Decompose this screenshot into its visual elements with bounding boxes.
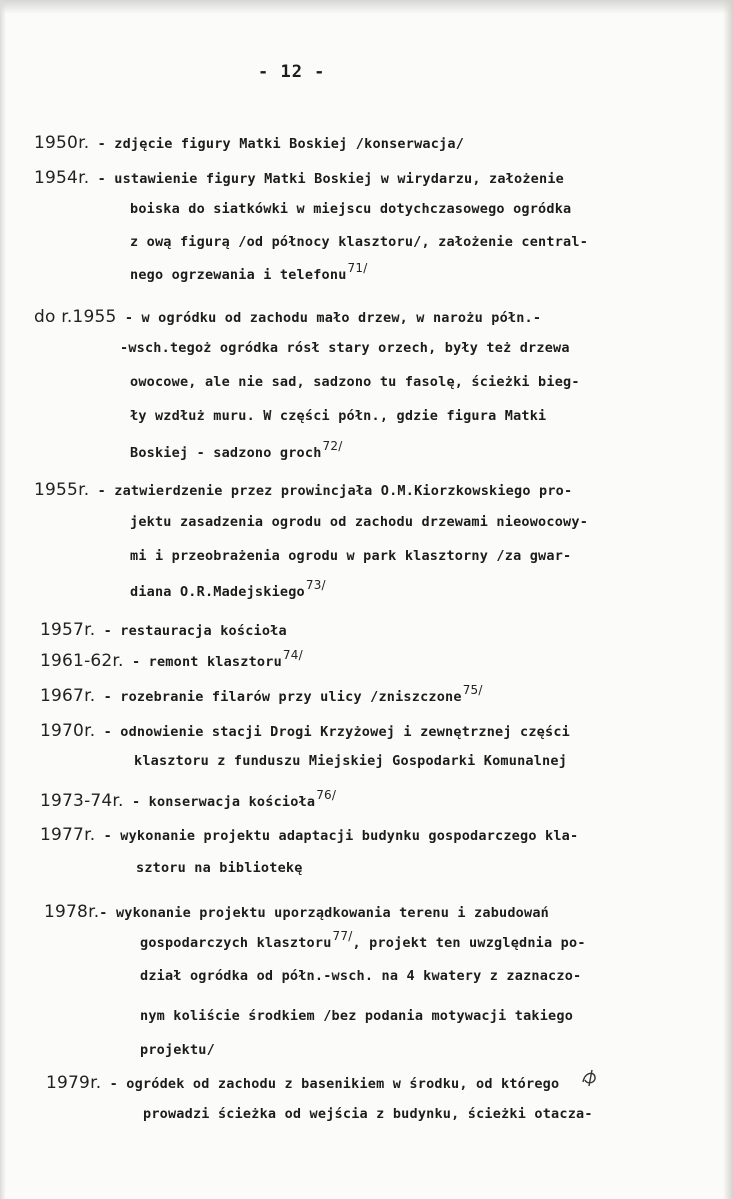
entry-text: owocowe, ale nie sad, sadzono tu fasolę, ścieżki bieg- [130, 374, 580, 390]
entry-date: 1978r. [44, 902, 100, 922]
entry-date: 1957r. [40, 620, 96, 640]
entry-text: boiska do siatkówki w miejscu dotychczasowego ogródka [130, 201, 572, 217]
chronology-line [140, 1042, 215, 1058]
entry-text: dział ogródka od półn.-wsch. na 4 kwatery z zaznaczo- [140, 968, 582, 984]
entry-text: klasztoru z funduszu Miejskiej Gospodarki Komunalnej [134, 753, 568, 769]
chronology-line [40, 648, 303, 671]
entry-text: - wykonanie projektu uporządkowania terenu i zabudowań [99, 905, 549, 921]
entry-text: ły wzdłuż muru. W części półn., gdzie figura Matki [130, 408, 547, 424]
entry-date: 1967r. [40, 686, 96, 706]
entry-date: 1961-62r. [40, 651, 124, 671]
footnote-ref: 76/ [316, 788, 337, 802]
chronology-line [140, 929, 586, 951]
entry-text: prowadzi ścieżka od wejścia z budynku, ścieżki otacza- [143, 1106, 593, 1122]
entry-date: 1979r. [46, 1073, 102, 1093]
handwritten-correction-mark [580, 1068, 600, 1088]
entry-text: sztoru na bibliotekę [136, 860, 303, 876]
chronology-line [40, 788, 337, 811]
entry-date: 1973-74r. [40, 791, 124, 811]
entry-text: jektu zasadzenia ogrodu od zachodu drzewami nieowocowy- [130, 514, 589, 530]
chronology-line [130, 439, 343, 461]
entry-text: nego ogrzewania i telefonu [130, 267, 347, 283]
entry-text: - ustawienie figury Matki Boskiej w wirydarzu, założenie [89, 171, 564, 187]
chronology-line [130, 548, 571, 564]
chronology-line [130, 234, 588, 250]
entry-date: 1970r. [40, 721, 96, 741]
footnote-ref: 74/ [282, 648, 303, 662]
chronology-line [34, 307, 541, 327]
entry-date: 1950r. [34, 133, 90, 153]
chronology-line [140, 1008, 573, 1024]
entry-text: Boskiej - sadzono groch [130, 445, 322, 461]
scan-right-edge [723, 0, 733, 1199]
footnote-ref: 75/ [462, 683, 483, 697]
page-number: - 12 - [258, 62, 326, 82]
entry-text: - odnowienie stacji Drogi Krzyżowej i zewnętrznej części [95, 724, 570, 740]
entry-text: - zdjęcie figury Matki Boskiej /konserwacja/ [89, 136, 465, 152]
entry-text: - zatwierdzenie przez prowincjała O.M.Kiorzkowskiego pro- [89, 483, 573, 499]
chronology-line [130, 201, 571, 217]
entry-text: - ogródek od zachodu z basenikiem w środku, od którego [101, 1076, 560, 1092]
entry-date: 1977r. [40, 825, 96, 845]
chronology-line [34, 480, 572, 500]
chronology-line [130, 408, 546, 424]
chronology-line [40, 721, 570, 741]
footnote-ref: 71/ [347, 261, 368, 275]
entry-text: - konserwacja kościoła [123, 794, 316, 810]
chronology-line [130, 578, 326, 600]
scan-top-shadow [0, 0, 733, 14]
entry-text: - wykonanie projektu adaptacji budynku gospodarczego kla- [95, 828, 579, 844]
entry-text: mi i przeobrażenia ogrodu w park klasztorny /za gwar- [130, 548, 572, 564]
entry-text: wsch.tegoż ogródka rósł stary orzech, były też drzewa [128, 340, 570, 356]
chronology-line [134, 753, 567, 769]
footnote-ref: 72/ [322, 439, 343, 453]
chronology-line [34, 168, 564, 188]
entry-date: 1954r. [34, 168, 90, 188]
chronology-line [40, 825, 578, 845]
chronology-line [130, 261, 368, 283]
entry-text: z ową figurą /od północy klasztoru/, założenie central- [130, 234, 589, 250]
entry-text: diana O.R.Madejskiego [130, 584, 305, 600]
entry-text: gospodarczych klasztoru [140, 935, 332, 951]
footnote-ref: 77/ [332, 929, 353, 943]
entry-text: - restauracja kościoła [95, 623, 287, 639]
entry-text-continued: , projekt ten uwzględnia po- [352, 935, 586, 951]
entry-text: - rozebranie filarów przy ulicy /zniszczone [95, 689, 462, 705]
chronology-line [44, 902, 549, 922]
entry-text: nym koliście środkiem /bez podania motywacji takiego [140, 1008, 574, 1024]
chronology-line [46, 1073, 559, 1093]
entry-date: do r.1955 [34, 307, 117, 327]
chronology-line [120, 340, 570, 356]
chronology-line [130, 514, 588, 530]
chronology-line [140, 968, 581, 984]
chronology-line [40, 620, 287, 640]
entry-text: projektu/ [140, 1042, 215, 1058]
chronology-line [40, 683, 483, 706]
footnote-ref: 73/ [305, 578, 326, 592]
line-prefix: - [120, 340, 129, 356]
entry-date: 1955r. [34, 480, 90, 500]
entry-text: - remont klasztoru [123, 654, 282, 670]
chronology-line [34, 133, 464, 153]
chronology-line [136, 860, 303, 876]
chronology-line [130, 374, 580, 390]
entry-text: - w ogródku od zachodu mało drzew, w narożu półn.- [116, 310, 542, 326]
chronology-line [143, 1106, 593, 1122]
scan-left-edge [0, 0, 6, 1199]
